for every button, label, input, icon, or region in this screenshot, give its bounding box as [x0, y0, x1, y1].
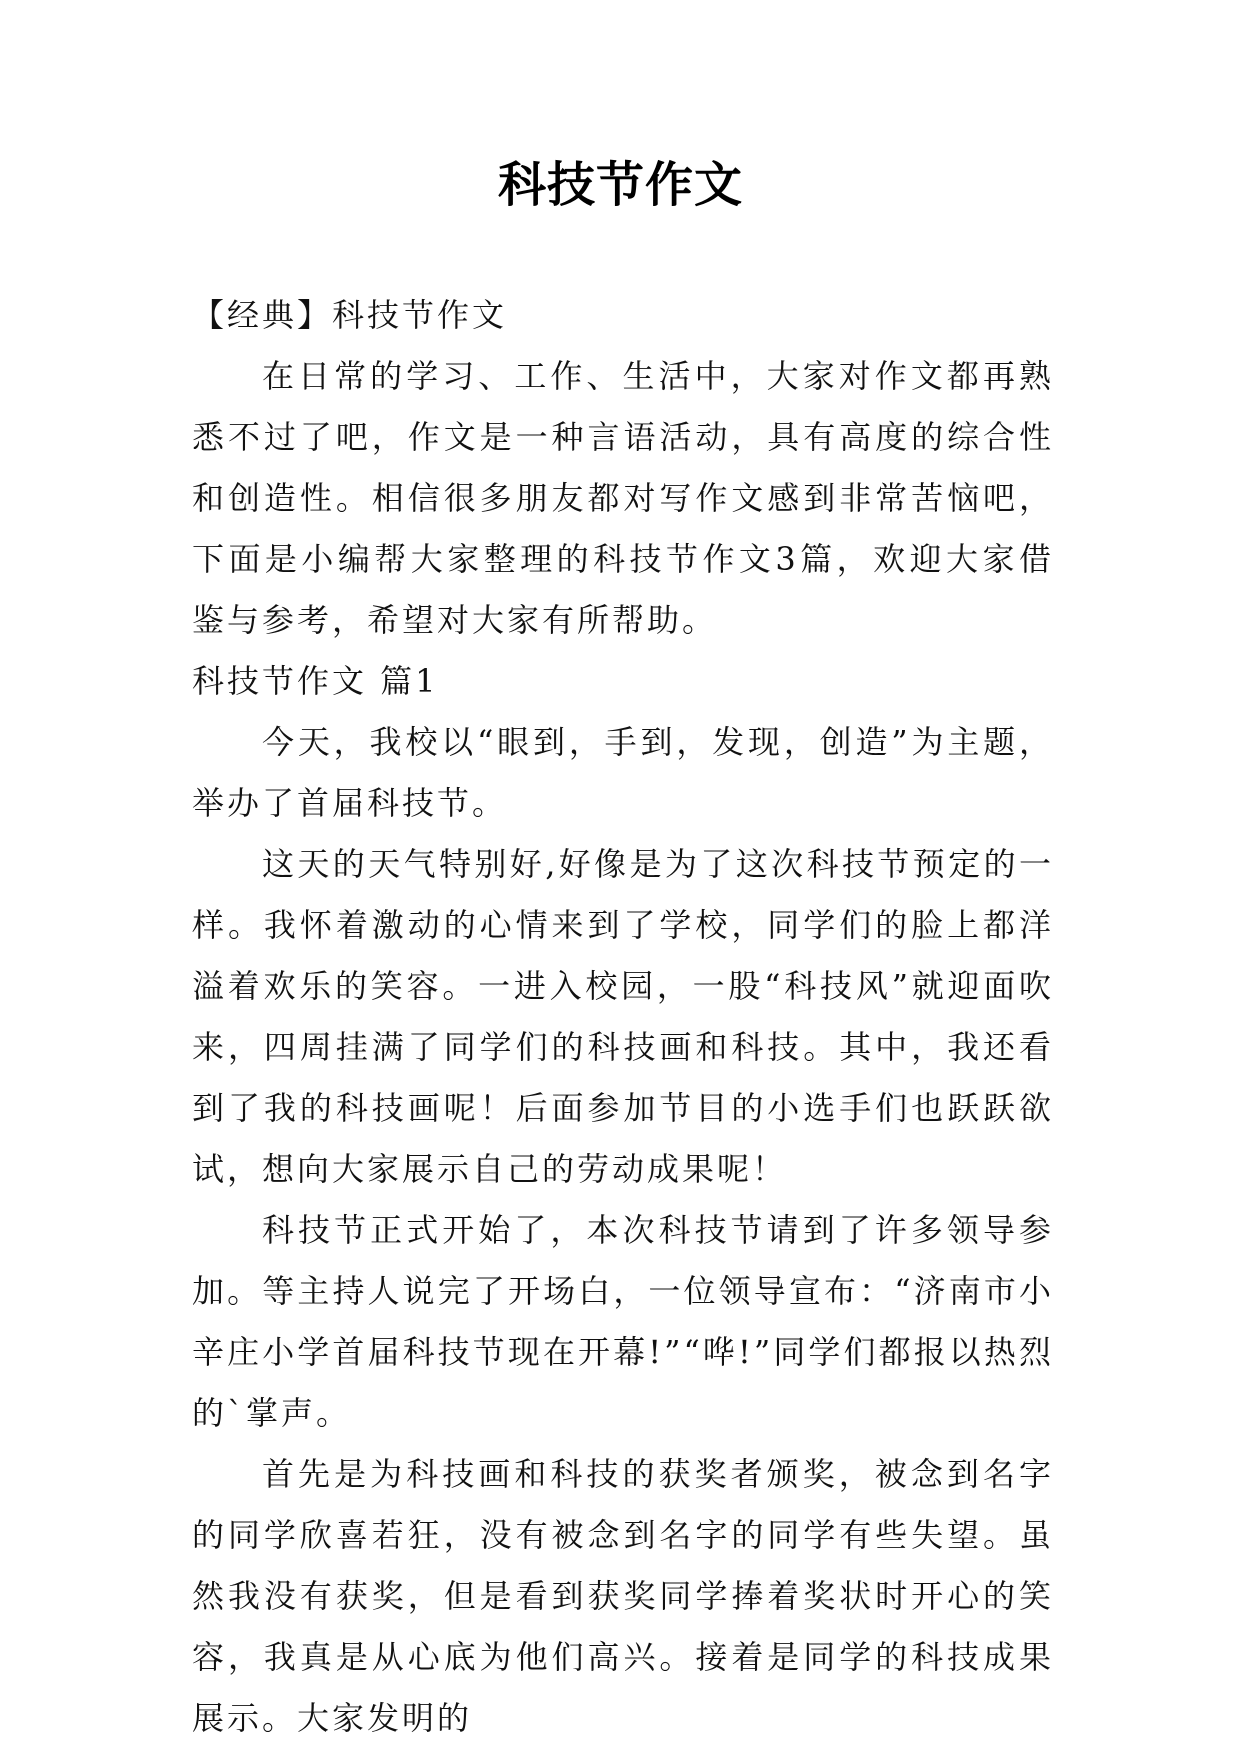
body-paragraph: 这天的天气特别好,好像是为了这次科技节预定的一样。我怀着激动的心情来到了学校，同学们的脸上都洋溢着欢乐的笑容。一进入校园，一股“科技风”就迎面吹来，四周挂满了同学们的科技画和科技。其中，我还看到了我的科技画呢！后面参加节目的小选手们也跃跃欲试，想向大家展示自己的劳动成果呢！	[192, 845, 1054, 1188]
document-body	[192, 285, 1054, 1749]
body-paragraph: 今天，我校以“眼到，手到，发现，创造”为主题，举办了首届科技节。	[192, 723, 1054, 822]
body-paragraph: 科技节正式开始了，本次科技节请到了许多领导参加。等主持人说完了开场白，一位领导宣布：“济南市小辛庄小学首届科技节现在开幕!”“哗!”同学们都报以热烈的`掌声。	[192, 1211, 1054, 1432]
document-title: 科技节作文	[497, 157, 743, 213]
section-heading: 科技节作文 篇1	[192, 662, 439, 700]
document-subtitle: 【经典】科技节作文	[192, 296, 508, 334]
intro-paragraph: 在日常的学习、工作、生活中，大家对作文都再熟悉不过了吧，作文是一种言语活动，具有高度的综合性和创造性。相信很多朋友都对写作文感到非常苦恼吧，下面是小编帮大家整理的科技节作文3篇，欢迎大家借鉴与参考，希望对大家有所帮助。	[192, 357, 1054, 639]
body-paragraph: 首先是为科技画和科技的获奖者颁奖，被念到名字的同学欣喜若狂，没有被念到名字的同学有些失望。虽然我没有获奖，但是看到获奖同学捧着奖状时开心的笑容，我真是从心底为他们高兴。接着是同学的科技成果展示。大家发明的	[192, 1455, 1054, 1737]
